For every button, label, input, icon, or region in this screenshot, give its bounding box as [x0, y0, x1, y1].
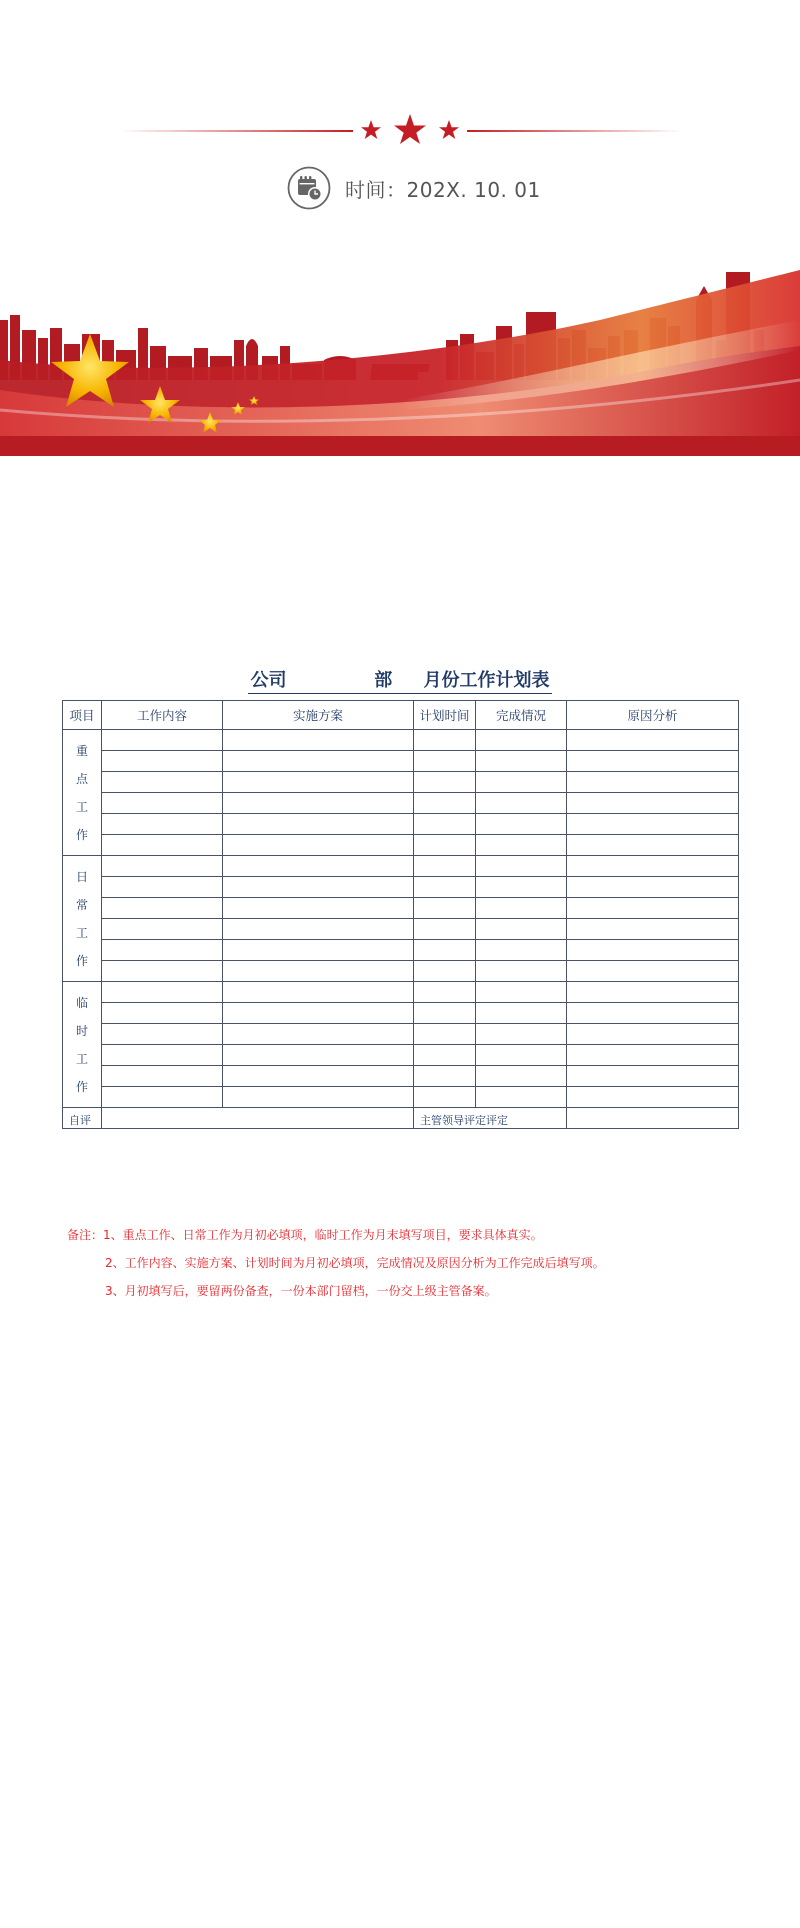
table-title-underline — [248, 666, 551, 694]
cell-completion[interactable] — [476, 1003, 567, 1024]
category-char: 作 — [75, 1079, 88, 1094]
cell-reason[interactable] — [567, 1066, 739, 1087]
cell-implementation[interactable] — [223, 772, 414, 793]
table-row — [63, 856, 739, 877]
cell-implementation[interactable] — [223, 940, 414, 961]
cell-completion[interactable] — [476, 1045, 567, 1066]
cell-work-content[interactable] — [102, 730, 223, 751]
cell-implementation[interactable] — [223, 1045, 414, 1066]
cell-implementation[interactable] — [223, 898, 414, 919]
cell-plan-time[interactable] — [414, 856, 476, 877]
cell-plan-time[interactable] — [414, 961, 476, 982]
table-title — [0, 666, 800, 694]
cell-implementation[interactable] — [223, 877, 414, 898]
table-row — [63, 1087, 739, 1108]
cell-work-content[interactable] — [102, 772, 223, 793]
cell-completion[interactable] — [476, 751, 567, 772]
cell-completion[interactable] — [476, 961, 567, 982]
cell-work-content[interactable] — [102, 877, 223, 898]
category-char: 工 — [75, 1051, 88, 1066]
cell-implementation[interactable] — [223, 730, 414, 751]
title-monthly-plan: 月份工作计划表 — [423, 670, 550, 691]
category-key-work — [63, 730, 102, 856]
cell-reason[interactable] — [567, 1045, 739, 1066]
header-reason-analysis: 原因分析 — [567, 701, 739, 730]
cell-plan-time[interactable] — [414, 730, 476, 751]
cell-implementation[interactable] — [223, 751, 414, 772]
cell-reason[interactable] — [567, 856, 739, 877]
category-char: 作 — [75, 953, 88, 968]
work-plan-table — [62, 700, 739, 1129]
cell-implementation[interactable] — [223, 1066, 414, 1087]
cell-implementation[interactable] — [223, 1087, 414, 1108]
cell-reason[interactable] — [567, 1087, 739, 1108]
cell-work-content[interactable] — [102, 1066, 223, 1087]
cell-work-content[interactable] — [102, 1087, 223, 1108]
cell-plan-time[interactable] — [414, 793, 476, 814]
table-row — [63, 730, 739, 751]
header-work-content: 工作内容 — [102, 701, 223, 730]
cell-plan-time[interactable] — [414, 982, 476, 1003]
cell-plan-time[interactable] — [414, 772, 476, 793]
table-row — [63, 961, 739, 982]
cell-implementation[interactable] — [223, 919, 414, 940]
calendar-clock-icon — [287, 166, 331, 210]
cell-implementation[interactable] — [223, 1003, 414, 1024]
cell-implementation[interactable] — [223, 961, 414, 982]
cell-completion[interactable] — [476, 835, 567, 856]
cell-reason[interactable] — [567, 1024, 739, 1045]
category-char: 时 — [75, 1023, 88, 1038]
cell-reason[interactable] — [567, 961, 739, 982]
table-row — [63, 814, 739, 835]
category-char: 工 — [75, 799, 88, 814]
cell-plan-time[interactable] — [414, 1003, 476, 1024]
cell-reason[interactable] — [567, 940, 739, 961]
table-row — [63, 940, 739, 961]
cell-work-content[interactable] — [102, 751, 223, 772]
category-char: 工 — [75, 925, 88, 940]
table-row — [63, 898, 739, 919]
cell-implementation[interactable] — [223, 814, 414, 835]
cell-reason[interactable] — [567, 814, 739, 835]
cell-completion[interactable] — [476, 772, 567, 793]
category-temporary-work — [63, 982, 102, 1108]
cell-completion[interactable] — [476, 1087, 567, 1108]
cell-plan-time[interactable] — [414, 1045, 476, 1066]
category-char: 常 — [75, 897, 88, 912]
category-char: 临 — [75, 995, 88, 1010]
cell-reason[interactable] — [567, 835, 739, 856]
header-line-right — [467, 130, 682, 132]
table-row — [63, 877, 739, 898]
date-label: 时间：202X. 10. 01 — [345, 177, 541, 202]
cell-work-content[interactable] — [102, 856, 223, 877]
cell-implementation[interactable] — [223, 1024, 414, 1045]
star-large-center-icon — [394, 114, 426, 144]
category-char: 点 — [75, 771, 88, 786]
header-plan-time: 计划时间 — [414, 701, 476, 730]
cell-work-content[interactable] — [102, 793, 223, 814]
cell-work-content[interactable] — [102, 898, 223, 919]
star-small-left-icon — [361, 120, 381, 139]
date-row — [287, 165, 541, 211]
category-char: 日 — [75, 869, 88, 884]
supervisor-eval-label: 主管领导评定评定 — [414, 1108, 567, 1129]
cell-reason[interactable] — [567, 1003, 739, 1024]
table-row — [63, 1045, 739, 1066]
cell-implementation[interactable] — [223, 856, 414, 877]
header-implementation: 实施方案 — [223, 701, 414, 730]
category-char: 作 — [75, 827, 88, 842]
cell-completion[interactable] — [476, 730, 567, 751]
table-row — [63, 793, 739, 814]
cell-completion[interactable] — [476, 898, 567, 919]
cell-completion[interactable] — [476, 1066, 567, 1087]
cell-completion[interactable] — [476, 940, 567, 961]
note-line-1: 备注：1、重点工作、日常工作为月初必填项，临时工作为月末填写项目，要求具体真实。 — [67, 1228, 543, 1242]
cell-reason[interactable] — [567, 751, 739, 772]
star-small-right-icon — [439, 120, 459, 139]
cell-plan-time[interactable] — [414, 919, 476, 940]
header-completion: 完成情况 — [476, 701, 567, 730]
category-daily-work — [63, 856, 102, 982]
cell-work-content[interactable] — [102, 1045, 223, 1066]
supervisor-eval-cell[interactable] — [567, 1108, 739, 1129]
cell-reason[interactable] — [567, 898, 739, 919]
cell-reason[interactable] — [567, 793, 739, 814]
notes-block — [67, 1225, 605, 1309]
cell-plan-time[interactable] — [414, 1066, 476, 1087]
cell-work-content[interactable] — [102, 919, 223, 940]
cell-plan-time[interactable] — [414, 835, 476, 856]
cell-reason[interactable] — [567, 772, 739, 793]
cell-plan-time[interactable] — [414, 1087, 476, 1108]
self-eval-label: 自评 — [63, 1108, 102, 1129]
cell-reason[interactable] — [567, 730, 739, 751]
cell-completion[interactable] — [476, 793, 567, 814]
table-row — [63, 835, 739, 856]
cell-implementation[interactable] — [223, 793, 414, 814]
table-row — [63, 982, 739, 1003]
note-line-3: 3、月初填写后，要留两份备查，一份本部门留档，一份交上级主管备案。 — [105, 1284, 497, 1298]
cell-work-content[interactable] — [102, 982, 223, 1003]
table-row — [63, 772, 739, 793]
cell-completion[interactable] — [476, 814, 567, 835]
cell-plan-time[interactable] — [414, 751, 476, 772]
table-row — [63, 919, 739, 940]
title-company: 公司 — [250, 670, 287, 691]
header-row — [63, 701, 739, 730]
cell-work-content[interactable] — [102, 1003, 223, 1024]
cell-implementation[interactable] — [223, 835, 414, 856]
table-row — [63, 751, 739, 772]
header-line-left — [118, 130, 353, 132]
cell-plan-time[interactable] — [414, 898, 476, 919]
header-item: 项目 — [63, 701, 102, 730]
cell-work-content[interactable] — [102, 961, 223, 982]
table-row — [63, 1024, 739, 1045]
footer-row — [63, 1108, 739, 1129]
cell-work-content[interactable] — [102, 814, 223, 835]
cell-work-content[interactable] — [102, 835, 223, 856]
cell-completion[interactable] — [476, 919, 567, 940]
cell-implementation[interactable] — [223, 982, 414, 1003]
cell-completion[interactable] — [476, 856, 567, 877]
cell-work-content[interactable] — [102, 940, 223, 961]
cell-plan-time[interactable] — [414, 877, 476, 898]
cell-completion[interactable] — [476, 877, 567, 898]
header-stars-icon — [355, 112, 465, 148]
cell-completion[interactable] — [476, 982, 567, 1003]
self-eval-cell[interactable] — [102, 1108, 414, 1129]
table-row — [63, 1003, 739, 1024]
table-row — [63, 1066, 739, 1087]
cell-plan-time[interactable] — [414, 940, 476, 961]
cell-plan-time[interactable] — [414, 1024, 476, 1045]
cell-plan-time[interactable] — [414, 814, 476, 835]
title-department: 部 — [374, 670, 393, 691]
cell-reason[interactable] — [567, 919, 739, 940]
note-line-2: 2、工作内容、实施方案、计划时间为月初必填项，完成情况及原因分析为工作完成后填写项。 — [105, 1256, 605, 1270]
cell-reason[interactable] — [567, 877, 739, 898]
category-char: 重 — [75, 743, 88, 758]
city-skyline-banner — [0, 260, 800, 456]
cell-completion[interactable] — [476, 1024, 567, 1045]
cell-reason[interactable] — [567, 982, 739, 1003]
cell-work-content[interactable] — [102, 1024, 223, 1045]
